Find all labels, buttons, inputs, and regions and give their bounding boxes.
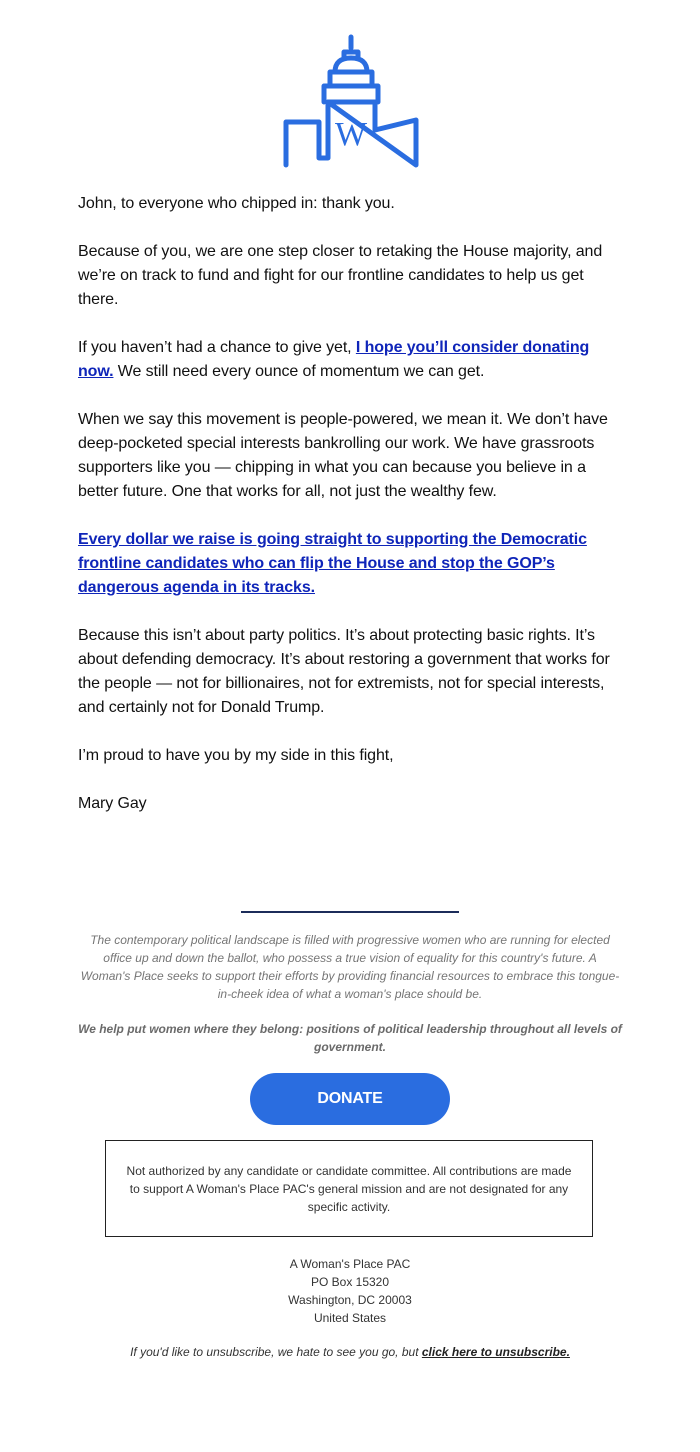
paragraph-retake-house: Because of you, we are one step closer to retaking the House majority, and we’re on track to fund and fight for our frontline candidates to help us get there. <box>78 243 603 308</box>
address-country: United States <box>313 1311 387 1325</box>
mission-statement: The contemporary political landscape is filled with progressive women who are running for elected office up and down the ballot, who possess a true vision of equality for this country's future. A Woman's Place seeks to support their efforts by providing financial resources to embrace this tongue-in-cheek idea of what a woman's place should be. <box>80 933 620 1001</box>
address-org: A Woman's Place PAC <box>289 1257 411 1271</box>
footer-divider <box>241 911 459 913</box>
paragraph-not-party-politics: Because this isn’t about party politics. It’s about protecting basic rights. It’s about defending democracy. It’s about restoring a government that works for the people — not for billionaires, not for extremists, not for special interests, and certainly not for Donald Trump. <box>78 627 610 716</box>
disclaimer-text: Not authorized by any candidate or candidate committee. All contributions are made to support A Woman's Place PAC's general mission and are not designated for any specific activity. <box>126 1163 572 1214</box>
donate-now-link[interactable]: I hope you’ll consider donating now. <box>78 339 590 380</box>
mailing-address <box>200 1255 500 1327</box>
paragraph-donate-prompt-lead: If you haven’t had a chance to give yet, <box>78 339 356 356</box>
address-po-box: PO Box 15320 <box>310 1275 390 1289</box>
paragraph-every-dollar <box>78 528 628 600</box>
closing-line: I’m proud to have you by my side in this fight, <box>78 747 394 764</box>
unsubscribe-text: If you'd like to unsubscribe, we hate to see you go, but <box>130 1345 422 1359</box>
unsubscribe-line <box>60 1343 640 1361</box>
paragraph-people-powered: When we say this movement is people-powered, we mean it. We don’t have deep-pocketed special interests bankrolling our work. We have grassroots supporters like you — chipping in what you can because you believe in a better future. One that works for all, not just the wealthy few. <box>78 411 608 500</box>
every-dollar-link[interactable]: Every dollar we raise is going straight to supporting the Democratic frontline candidates who can flip the House and stop the GOP’s dangerous agenda in its tracks. <box>78 531 587 596</box>
logo-letter: W <box>334 116 368 153</box>
signature: Mary Gay <box>78 795 147 812</box>
unsubscribe-link[interactable]: click here to unsubscribe. <box>421 1345 570 1359</box>
address-city: Washington, DC 20003 <box>288 1293 412 1307</box>
capitol-logo-icon <box>283 34 419 170</box>
tagline: We help put women where they belong: positions of political leadership throughout all levels of government. <box>78 1022 622 1054</box>
paragraph-donate-prompt-tail: We still need every ounce of momentum we can get. <box>113 363 485 380</box>
greeting: John, to everyone who chipped in: thank you. <box>78 195 395 212</box>
paragraph-donate-prompt <box>78 336 628 384</box>
email-body <box>78 192 628 840</box>
disclaimer-box <box>105 1140 593 1237</box>
donate-button[interactable]: DONATE <box>250 1073 450 1125</box>
